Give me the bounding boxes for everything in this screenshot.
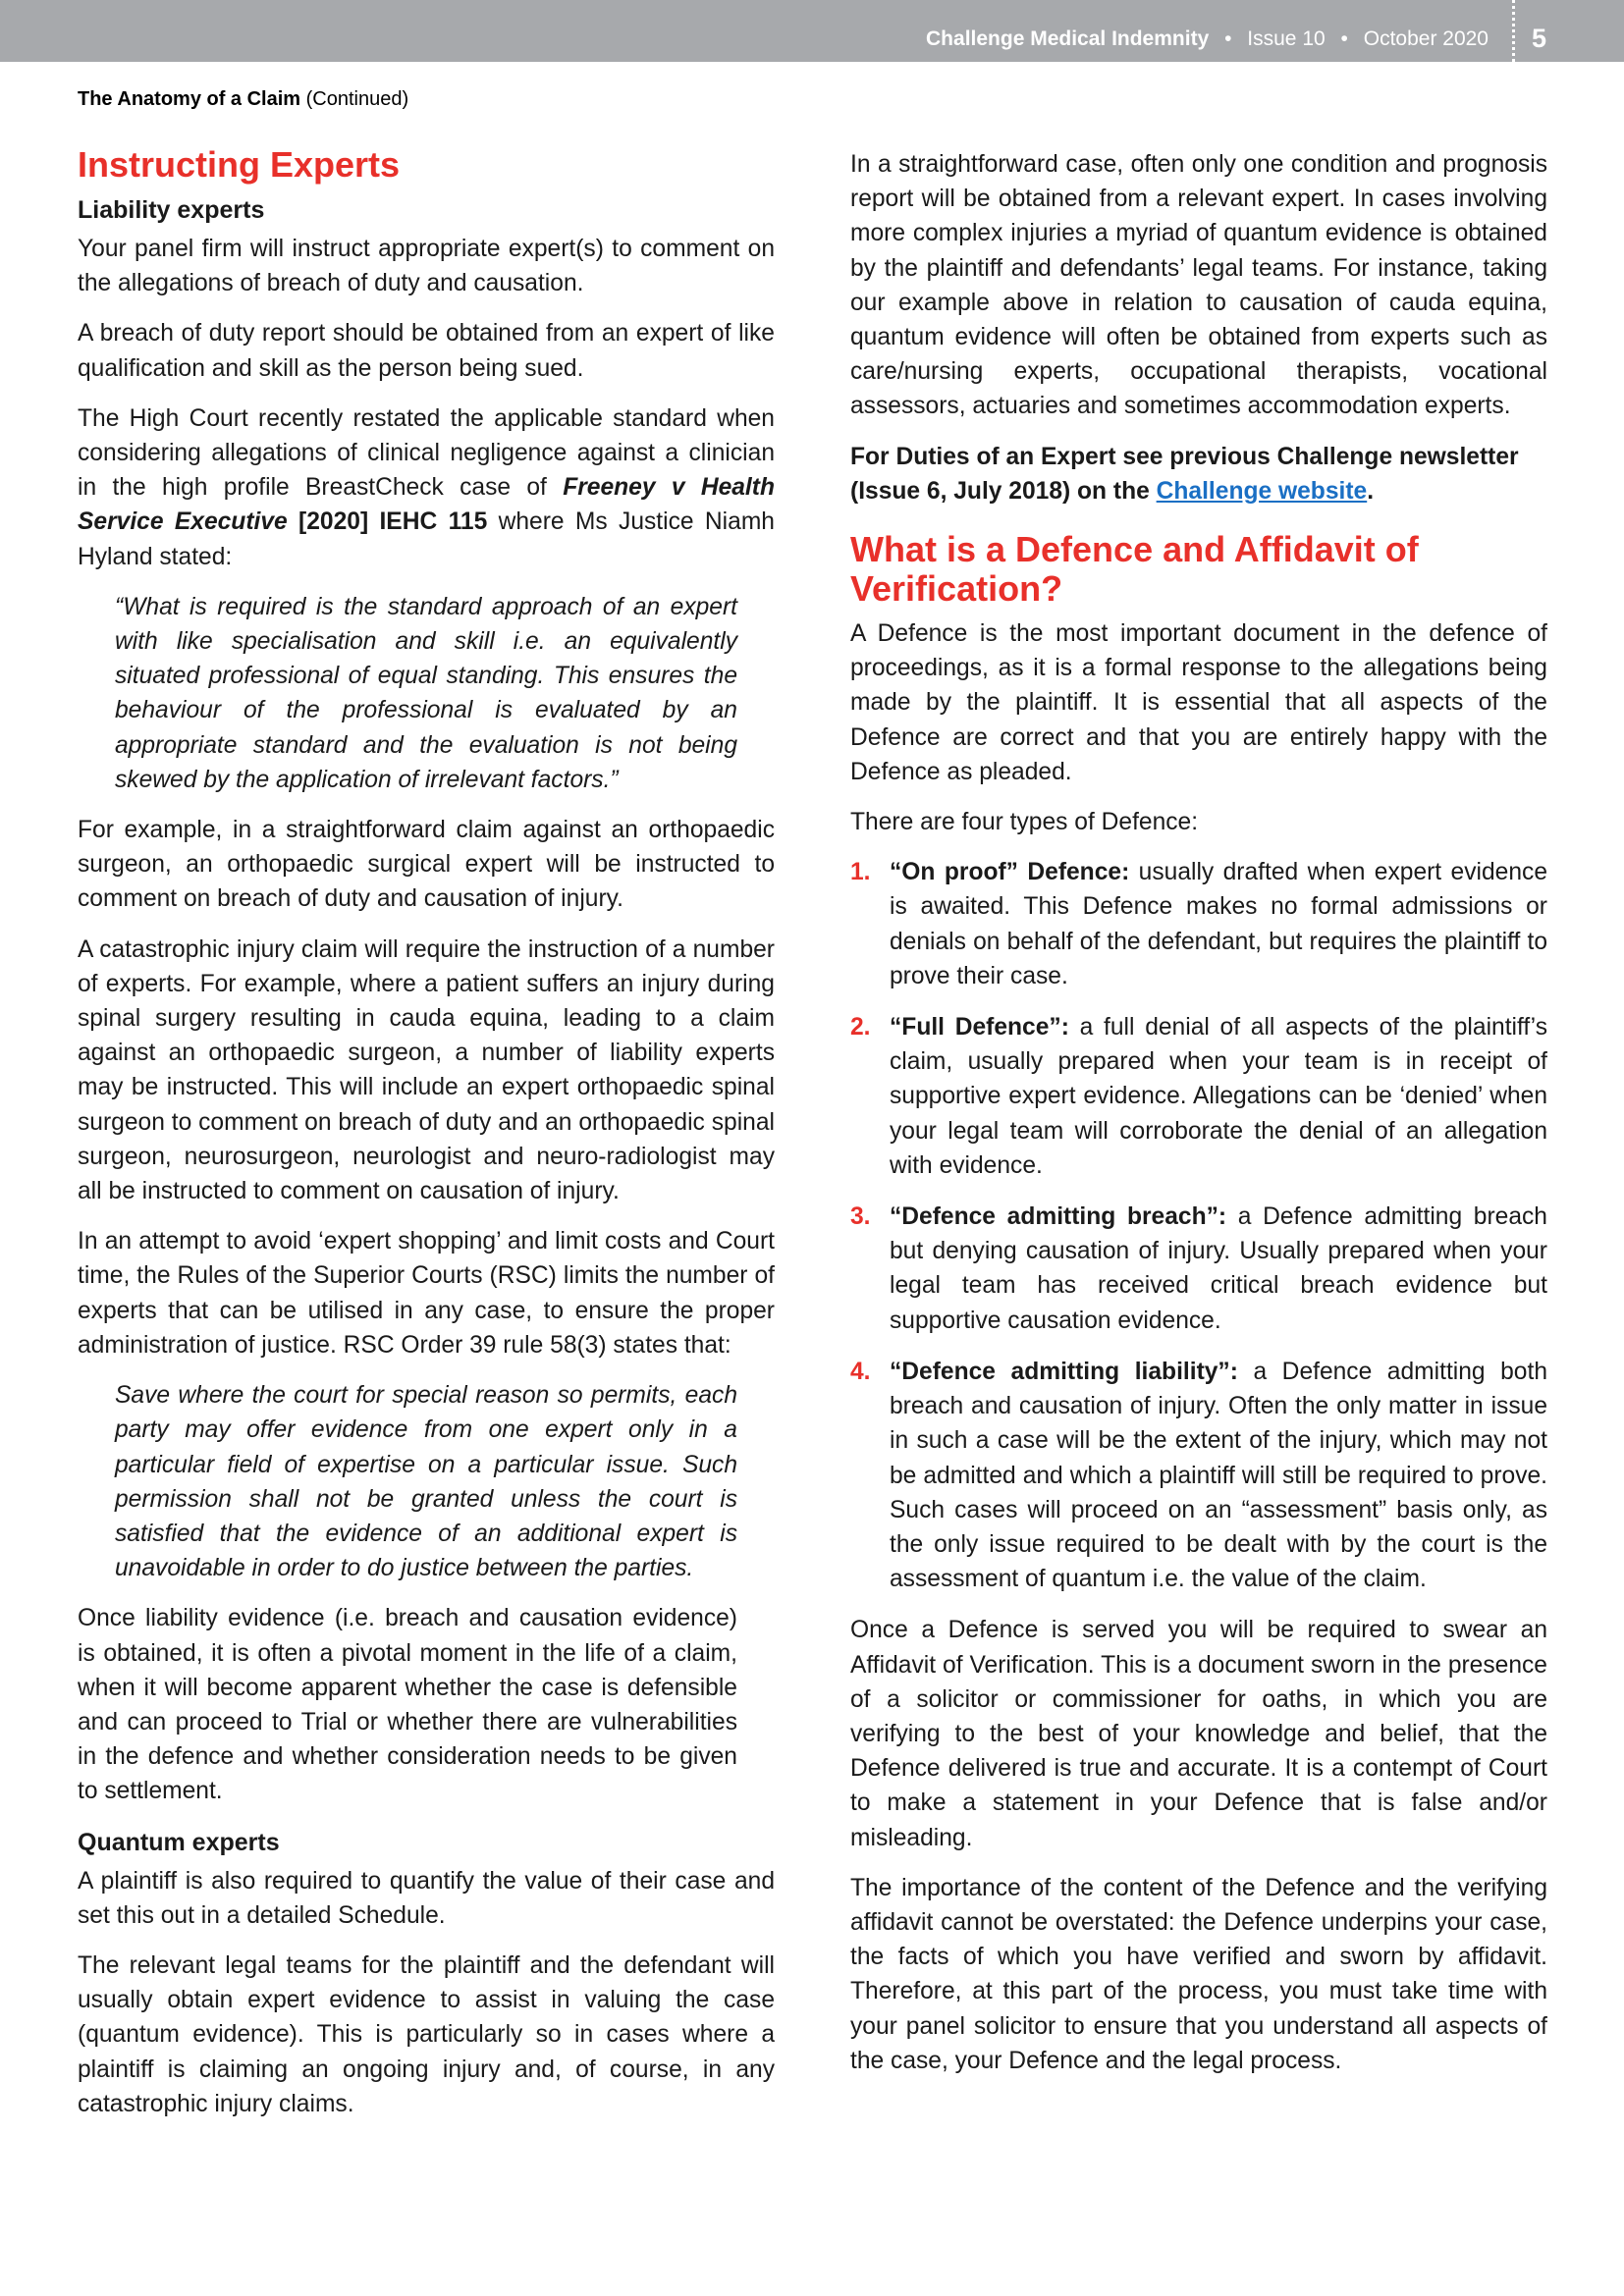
separator: • (1340, 27, 1348, 50)
paragraph-case-citation (78, 401, 775, 574)
paragraph: There are four types of Defence: (850, 809, 1199, 836)
defence-term: “On proof” Defence: (890, 859, 1130, 886)
list-item (850, 1010, 1547, 1183)
defence-description: a full denial of all aspects of the plaintiff’s claim, usually prepared when your team is in receipt of supportive expert evidence. Allegations can be ‘denied’ when your legal team will corroborate the denial of an allegation with evidence. (890, 1014, 1547, 1179)
subheading-liability-experts: Liability experts (78, 196, 265, 224)
reference-note (850, 440, 1547, 508)
section-title-defence-affidavit: What is a Defence and Affidavit of Verification? (850, 529, 1419, 610)
list-number: 3. (850, 1203, 871, 1231)
list-item (850, 855, 1547, 993)
text: The High Court recently restated the applicable standard when considering allegations of clinical negligence against a clinician in the high profile BreastCheck case of (78, 404, 775, 502)
defence-term: “Full Defence”: (890, 1014, 1069, 1041)
paragraph: The relevant legal teams for the plaintiff and the defendant will usually obtain expert evidence to assist in valuing the case (quantum evidence). This is particularly so in cases where a plaintiff is claiming an ongoing injury and, of course, in any catastrophic injury claims. (78, 1951, 775, 2117)
paragraph: In an attempt to avoid ‘expert shopping’ and limit costs and Court time, the Rules of the Superior Courts (RSC) limits the number of experts that can be utilised in any case, to ensure the proper administration of justice. RSC Order 39 rule 58(3) states that: (78, 1228, 775, 1359)
defence-description: a Defence admitting both breach and causation of injury. Often the only matter in issue in such a case will be the extent of the injury, which may not be admitted and which a plaintiff will still be required to prove. Such cases will proceed on an “assessment” basis only, as the only issue required to be dealt with by the court is the assessment of quantum i.e. the value of the claim. (890, 1358, 1547, 1593)
issue-number: Issue 10 (1247, 27, 1326, 50)
paragraph: A breach of duty report should be obtained from an expert of like qualification and skill as the person being sued. (78, 320, 775, 382)
list-number: 4. (850, 1358, 871, 1385)
paragraph: The importance of the content of the Defence and the verifying affidavit cannot be overstated: the Defence underpins your case, the facts of which you have verified and sworn by affidavit. Therefore, at this part of the process, you must take time with your panel solicitor to ensure that you understand all aspects of the case, your Defence and the legal process. (850, 1874, 1547, 2074)
block-quote-judgment: “What is required is the standard approach of an expert with like specialisation and skill i.e. an equivalently situated professional of equal standing. This ensures the behaviour of the professional is evaluated by an appropriate standard and the evaluation is not being skewed by the application of irrelevant factors.” (115, 593, 737, 793)
paragraph: For example, in a straightforward claim against an orthopaedic surgeon, an orthopaedic surgical expert will be instructed to comment on breach of duty and causation of injury. (78, 817, 775, 913)
list-number: 1. (850, 859, 871, 886)
dotted-divider (1512, 0, 1515, 62)
paragraph: In a straightforward case, often only one condition and prognosis report will be obtained from a relevant expert. In cases involving more complex injuries a myriad of quantum evidence is obtained by the plaintiff and defendants’ legal teams. For instance, taking our example above in relation to causation of cauda equina, quantum evidence will often be obtained from experts such as care/nursing experts, occupational therapists, vocational assessors, actuaries and sometimes accommodation experts. (850, 151, 1547, 420)
paragraph: Once a Defence is served you will be required to swear an Affidavit of Verification. This is a document sworn in the presence of a solicitor or commissioner for oaths, in which you are verifying to the best of your knowledge and belief, that the Defence delivered is true and accurate. It is a contempt of Court to make a statement in your Defence that is false and/or misleading. (850, 1617, 1547, 1851)
case-citation: [2020] IEHC 115 (287, 508, 488, 536)
header-bar (0, 0, 1624, 62)
paragraph: A catastrophic injury claim will require the instruction of a number of experts. For example, where a patient suffers an injury during spinal surgery resulting in cauda equina, leading to a claim against an orthopaedic surgeon, a number of liability experts may be instructed. This will include an expert orthopaedic spinal surgeon to comment on breach of duty and an orthopaedic spinal surgeon, neurosurgeon, neurologist and neuro-radiologist may all be instructed to comment on causation of injury. (78, 935, 775, 1205)
defence-description: usually drafted when expert evidence is awaited. This Defence makes no formal admissions or denials on behalf of the defendant, but requires the plaintiff to prove their case. (890, 859, 1547, 989)
running-head (78, 88, 408, 111)
running-head-suffix: (Continued) (305, 88, 409, 110)
text: . (1367, 477, 1375, 505)
defence-types-list (850, 855, 1547, 1596)
publication-name: Challenge Medical Indemnity (926, 27, 1210, 50)
text: where Ms Justice Niamh Hyland stated: (78, 508, 775, 570)
case-name: Freeney v Health Service Executive (78, 474, 775, 536)
block-quote-rsc-rule: Save where the court for special reason so permits, each party may offer evidence from one expert only in a particular field of expertise on a particular issue. Such permission shall not be granted unless the court is satisfied that the evidence of an additional expert is unavoidable in order to do justice between the parties. (115, 1382, 737, 1582)
separator: • (1224, 27, 1232, 50)
text: For Duties of an Expert see previous Challenge newsletter (Issue 6, July 2018) on the (850, 443, 1519, 505)
paragraph: Your panel firm will instruct appropriate expert(s) to comment on the allegations of breach of duty and causation. (78, 236, 775, 297)
list-number: 2. (850, 1014, 871, 1041)
subheading-quantum-experts: Quantum experts (78, 1828, 280, 1856)
issue-date: October 2020 (1363, 27, 1489, 50)
page-number: 5 (1532, 24, 1547, 53)
left-column (78, 145, 775, 2137)
right-column (850, 147, 1547, 2094)
list-item (850, 1355, 1547, 1596)
defence-term: “Defence admitting liability”: (890, 1358, 1238, 1385)
paragraph: Once liability evidence (i.e. breach and causation evidence) is obtained, it is often a pivotal moment in the life of a claim, when it will become apparent whether the case is defensible and can proceed to Trial or whether there are vulnerabilities in the defence and whether consideration needs to be given to settlement. (78, 1605, 737, 1805)
challenge-website-link[interactable]: Challenge website (1156, 477, 1368, 505)
section-title-instructing-experts: Instructing Experts (78, 144, 401, 185)
defence-term: “Defence admitting breach”: (890, 1203, 1227, 1231)
publication-info (926, 27, 1489, 51)
running-head-title: The Anatomy of a Claim (78, 88, 301, 110)
paragraph: A Defence is the most important document in the defence of proceedings, as it is a formal response to the allegations being made by the plaintiff. It is essential that all aspects of the Defence are correct and that you are entirely happy with the Defence as pleaded. (850, 620, 1547, 785)
paragraph: A plaintiff is also required to quantify the value of their case and set this out in a detailed Schedule. (78, 1867, 775, 1929)
list-item (850, 1200, 1547, 1338)
defence-description: a Defence admitting breach but denying causation of injury. Usually prepared when your legal team has received critical breach evidence but supportive causation evidence. (890, 1203, 1547, 1334)
